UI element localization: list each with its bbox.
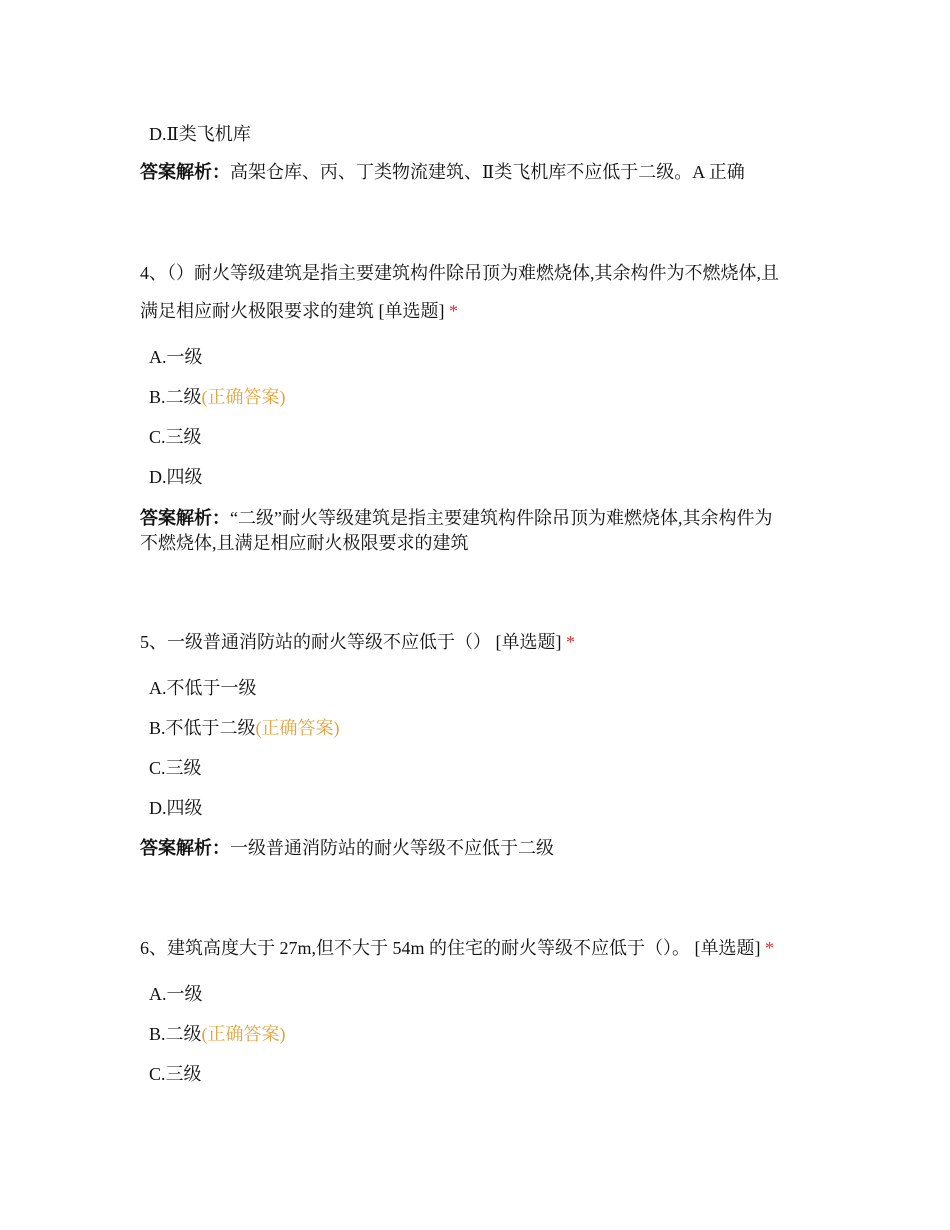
q3-analysis xyxy=(140,159,745,185)
q4-analysis-line2 xyxy=(140,530,469,556)
q4-option-a xyxy=(149,344,203,370)
option-text: D.四级 xyxy=(149,467,203,487)
analysis-text: 高架仓库、丙、丁类物流建筑、Ⅱ类飞机库不应低于二级。A 正确 xyxy=(230,162,745,182)
option-text: B.二级 xyxy=(149,387,202,407)
q5-analysis xyxy=(140,835,554,861)
question-text: 6、建筑高度大于 27m,但不大于 54m 的住宅的耐火等级不应低于（）。 [单选题] xyxy=(140,938,761,958)
q5-option-a xyxy=(149,675,257,701)
q4-option-c xyxy=(149,424,202,450)
question-text: 4、（）耐火等级建筑是指主要建筑构件除吊顶为难燃烧体,其余构件为不燃烧体,且 xyxy=(140,263,779,283)
q4-option-d xyxy=(149,464,203,490)
required-mark: * xyxy=(449,301,458,321)
option-text: A.不低于一级 xyxy=(149,678,257,698)
q6-option-c xyxy=(149,1061,202,1087)
option-text: D.Ⅱ类飞机库 xyxy=(149,124,251,144)
q5-option-d xyxy=(149,795,203,821)
option-text: C.三级 xyxy=(149,427,202,447)
analysis-text: “二级”耐火等级建筑是指主要建筑构件除吊顶为难燃烧体,其余构件为 xyxy=(230,508,773,528)
analysis-label: 答案解析： xyxy=(140,508,230,528)
option-text: C.三级 xyxy=(149,758,202,778)
q6-option-b xyxy=(149,1021,286,1047)
q4-option-b xyxy=(149,384,286,410)
option-text: B.二级 xyxy=(149,1024,202,1044)
question-text: 5、一级普通消防站的耐火等级不应低于（） [单选题] xyxy=(140,632,562,652)
option-text: C.三级 xyxy=(149,1064,202,1084)
question-text: 满足相应耐火极限要求的建筑 [单选题] xyxy=(140,301,445,321)
analysis-label: 答案解析： xyxy=(140,838,230,858)
q4-stem-line1 xyxy=(140,260,779,286)
q5-option-c xyxy=(149,755,202,781)
q4-analysis-line1 xyxy=(140,505,772,531)
q5-option-b xyxy=(149,715,340,741)
option-text: A.一级 xyxy=(149,984,203,1004)
analysis-text: 一级普通消防站的耐火等级不应低于二级 xyxy=(230,838,554,858)
correct-answer-badge: (正确答案) xyxy=(201,1024,286,1044)
option-text: B.不低于二级 xyxy=(149,718,256,738)
option-text: A.一级 xyxy=(149,347,203,367)
correct-answer-badge: (正确答案) xyxy=(201,387,286,407)
q3-option-d xyxy=(149,121,251,147)
correct-answer-badge: (正确答案) xyxy=(255,718,340,738)
option-text: D.四级 xyxy=(149,798,203,818)
required-mark: * xyxy=(566,632,575,652)
q4-stem-line2 xyxy=(140,298,458,324)
required-mark: * xyxy=(765,938,774,958)
q5-stem xyxy=(140,629,575,655)
analysis-label: 答案解析： xyxy=(140,162,230,182)
q6-stem xyxy=(140,935,774,961)
q6-option-a xyxy=(149,981,203,1007)
analysis-text: 不燃烧体,且满足相应耐火极限要求的建筑 xyxy=(140,533,469,553)
